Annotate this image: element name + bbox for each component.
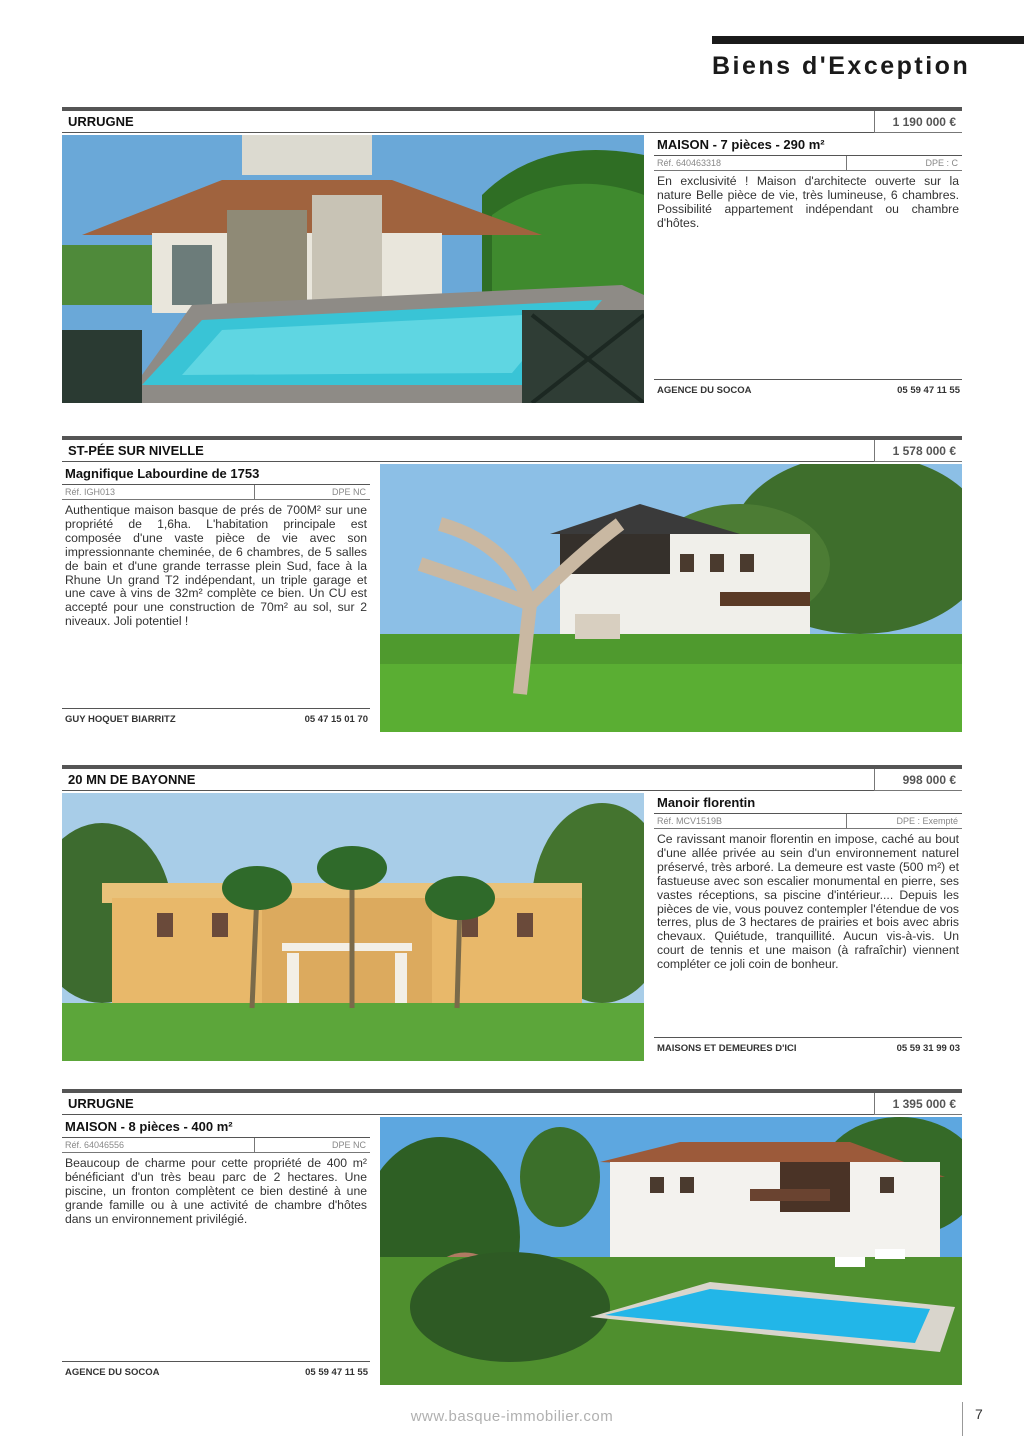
listing-agency: GUY HOQUET BIARRITZ xyxy=(65,714,176,725)
listing-title: MAISON - 8 pièces - 400 m² xyxy=(65,1119,233,1134)
listing-city: URRUGNE xyxy=(68,114,134,129)
ref-rule xyxy=(654,828,962,829)
listing-description: Ce ravissant manoir florentin en impose, caché au bout d'une allée privée au sein d'un environnement naturel préservé, très arboré. La demeure est vaste (500 m²) et fastueuse avec son escalier monumental en pierre, ses vastes réceptions, sa piscine d'intérieur.... Depuis les pièces de vie, vous pouvez contempler l'étendue de vos terres, plus de 3 hectares de prairies et bois avec abris chevaux. Quiétude, tranquillité. Aucun vis-à-vis. Un court de tennis et une maison (à rafraîchir) viennent compléter ce joli coin de bonheur. xyxy=(657,832,959,972)
listing-card[interactable] xyxy=(62,107,962,407)
listing-info xyxy=(62,464,370,732)
listing-card[interactable] xyxy=(62,1089,962,1389)
header-bar xyxy=(712,36,1024,44)
agency-rule xyxy=(62,1361,370,1362)
brand-title: Biens d'Exception xyxy=(712,52,971,80)
listing-agency: AGENCE DU SOCOA xyxy=(65,1367,160,1378)
listing-phone[interactable]: 05 59 31 99 03 xyxy=(896,1043,960,1054)
title-rule xyxy=(654,813,962,814)
listing-title: Magnifique Labourdine de 1753 xyxy=(65,466,260,481)
listing-price: 1 578 000 € xyxy=(874,440,962,462)
listing-city: ST-PÉE SUR NIVELLE xyxy=(68,443,204,458)
listing-price: 998 000 € xyxy=(874,769,962,791)
listing-dpe: DPE NC xyxy=(331,487,366,497)
listing-photo[interactable] xyxy=(62,135,644,403)
city-rule xyxy=(62,132,874,133)
listing-divider xyxy=(62,1089,962,1093)
ref-rule xyxy=(62,499,370,500)
ref-split xyxy=(254,1138,255,1152)
listing-description: Authentique maison basque de prés de 700M² sur une propriété de 1,6ha. L'habitation principale est composée d'une vaste pièce de vie avec son impressionnante cheminée, de 6 chambres, de 5 salles de bain et d'une grande terrasse plein Sud, face à la Rhune Un grand T2 indépendant, un triple garage et une cave à vins de 32m² complète ce bien. Un CU est accepté pour une construction de 70m² au sol, sur 2 niveaux. Joli potentiel ! xyxy=(65,503,367,629)
agency-rule xyxy=(654,1037,962,1038)
listing-dpe: DPE : C xyxy=(925,158,958,168)
city-rule xyxy=(62,790,874,791)
listing-price: 1 190 000 € xyxy=(874,111,962,133)
listing-divider xyxy=(62,765,962,769)
listing-photo[interactable] xyxy=(380,464,962,732)
listing-ref: Réf. 640463318 xyxy=(657,158,722,168)
listing-ref: Réf. MCV1519B xyxy=(657,816,723,826)
listing-dpe: DPE NC xyxy=(331,1140,366,1150)
listing-agency: MAISONS ET DEMEURES D'ICI xyxy=(657,1043,797,1054)
ref-rule xyxy=(62,1152,370,1153)
footer-url[interactable]: www.basque-immobilier.com xyxy=(410,1408,614,1425)
ref-split xyxy=(254,485,255,499)
listing-info xyxy=(654,793,962,1061)
listing-agency: AGENCE DU SOCOA xyxy=(657,385,752,396)
listing-dpe: DPE : Exempté xyxy=(896,816,958,826)
ref-split xyxy=(846,814,847,828)
agency-rule xyxy=(654,379,962,380)
listing-title: MAISON - 7 pièces - 290 m² xyxy=(657,137,825,152)
listing-card[interactable] xyxy=(62,436,962,736)
listing-photo[interactable] xyxy=(62,793,644,1061)
listing-ref: Réf. 64046556 xyxy=(65,1140,125,1150)
ref-split xyxy=(846,156,847,170)
ref-rule xyxy=(654,170,962,171)
listing-city: URRUGNE xyxy=(68,1096,134,1111)
listing-phone[interactable]: 05 59 47 11 55 xyxy=(897,385,960,396)
listing-description: En exclusivité ! Maison d'architecte ouverte sur la nature Belle pièce de vie, très lumineuse, 6 chambres. Possibilité appartement indépendant ou chambre d'hôtes. xyxy=(657,174,959,230)
listing-divider xyxy=(62,107,962,111)
listing-title: Manoir florentin xyxy=(657,795,756,810)
listing-photo[interactable] xyxy=(380,1117,962,1385)
listing-phone[interactable]: 05 59 47 11 55 xyxy=(305,1367,368,1378)
listing-info xyxy=(62,1117,370,1385)
listing-description: Beaucoup de charme pour cette propriété de 400 m² bénéficiant d'un très beau parc de 2 hectares. Une piscine, un fronton complètent ce bien destiné à une grande famille ou à une activité de chambre d'hôtes dans un environnement privilégié. xyxy=(65,1156,367,1226)
city-rule xyxy=(62,1114,874,1115)
listing-phone[interactable]: 05 47 15 01 70 xyxy=(304,714,368,725)
title-rule xyxy=(62,1137,370,1138)
title-rule xyxy=(62,484,370,485)
listing-divider xyxy=(62,436,962,440)
listing-city: 20 MN DE BAYONNE xyxy=(68,772,196,787)
agency-rule xyxy=(62,708,370,709)
page-number: 7 xyxy=(975,1406,983,1422)
listing-price: 1 395 000 € xyxy=(874,1093,962,1115)
title-rule xyxy=(654,155,962,156)
city-rule xyxy=(62,461,874,462)
listing-ref: Réf. IGH013 xyxy=(65,487,116,497)
listing-card[interactable] xyxy=(62,765,962,1065)
listing-info xyxy=(654,135,962,403)
